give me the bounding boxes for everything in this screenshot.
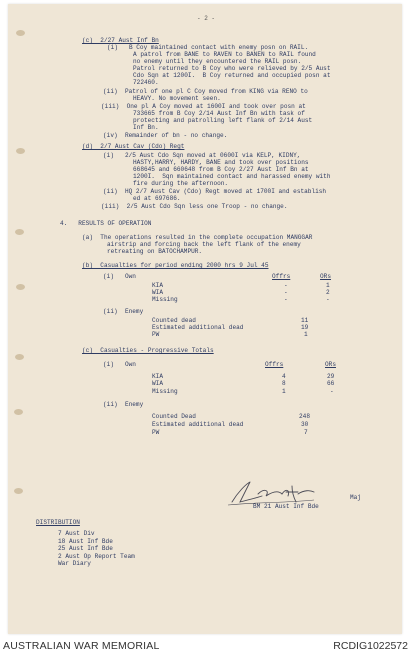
text-line: 25 Aust Inf Bde <box>58 545 113 552</box>
text-line: Estimated additional dead <box>152 421 244 428</box>
text-line: protecting and patrolling left flank of 2/14 Aust <box>133 117 313 124</box>
cell-b-wia-ors: 2 <box>326 289 330 296</box>
cell-c-kia-ors: 29 <box>327 373 335 380</box>
text-line: (iii) 2/5 Aust Cdo Sqn less one Troop - no change. <box>101 203 288 210</box>
text-line: (d) 2/7 Aust Cav (Cdo) Regt <box>82 143 185 150</box>
text-line: Maj <box>350 494 361 501</box>
punch-hole <box>16 284 25 290</box>
text-line: Counted Dead <box>152 413 196 420</box>
archive-reference: RCDIG1022572 <box>333 640 408 652</box>
text-line: fire during the afternoon. <box>133 180 229 187</box>
text-line: 668645 and 660648 from B Coy 2/27 Aust Inf Bn at <box>133 166 309 173</box>
text-line: ed at 697686. <box>133 195 181 202</box>
text-line: no enemy until they encountered the RAIL posn. <box>133 58 302 65</box>
text-line: Inf Bn. <box>133 124 159 131</box>
text-line: airstrip and forcing back the left flank of the enemy <box>107 241 301 248</box>
text-line: 2 Aust Op Report Team <box>58 553 135 560</box>
text-line: (iii) One pl A Coy moved at 1600I and took over posn at <box>101 103 306 110</box>
text-line: (iv) Remainder of bn - no change. <box>103 132 228 139</box>
text-line: 18 Aust Inf Bde <box>58 538 113 545</box>
text-line: (ii) Enemy <box>103 308 144 315</box>
cell-c-estimated-dead: 30 <box>301 421 309 428</box>
text-line: (i) Own <box>103 273 136 280</box>
text-line: BM 21 Aust Inf Bde <box>253 503 319 510</box>
text-line: (a) The operations resulted in the complete occupation MANGGAR <box>82 234 313 241</box>
punch-hole <box>14 488 23 494</box>
text-line: 722460. <box>133 79 159 86</box>
text-line: (c) 2/27 Aust Inf Bn <box>82 37 159 44</box>
handwritten-signature <box>226 478 316 506</box>
cell-b-kia-offrs: - <box>284 282 288 289</box>
archive-footer <box>0 638 411 654</box>
text-line: 4. RESULTS OF OPERATION <box>60 220 152 227</box>
text-line: (ii) Enemy <box>103 401 144 408</box>
cell-b-missing-offrs: - <box>284 296 288 303</box>
text-line: 1200I. Sqn maintained contact and harassed enemy with <box>133 173 331 180</box>
col-header-ors: ORs <box>325 361 336 368</box>
cell-c-pw: 7 <box>304 429 308 436</box>
text-line: A patrol from BANE to RAVEN to BANEN to RAIL found <box>133 51 316 58</box>
cell-c-missing-offrs: 1 <box>282 388 286 395</box>
text-line: PW <box>152 429 160 436</box>
text-line: KIA <box>152 282 163 289</box>
text-line: Estimated additional dead <box>152 324 244 331</box>
archive-name: AUSTRALIAN WAR MEMORIAL <box>3 640 160 652</box>
cell-c-counted-dead: 248 <box>299 413 310 420</box>
text-line: retreating on BATOCHAMPUR. <box>107 248 203 255</box>
cell-c-missing-ors: - <box>330 388 334 395</box>
text-line: Counted dead <box>152 317 196 324</box>
text-line: (b) Casualties for period ending 2000 hrs 9 Jul 45 <box>82 262 269 269</box>
cell-c-wia-offrs: 8 <box>282 380 286 387</box>
punch-hole <box>15 354 24 360</box>
text-line: (i) B Coy maintained contact with enemy posn on RAIL. <box>107 44 309 51</box>
text-line: Missing <box>152 388 178 395</box>
cell-b-pw: 1 <box>304 331 308 338</box>
text-line: (ii) Patrol of one pl C Coy moved from KING via RENO to <box>103 88 308 95</box>
text-line: HASTY,HARRY, HARDY, BANE and took over positions <box>133 159 309 166</box>
cell-c-kia-offrs: 4 <box>282 373 286 380</box>
cell-c-wia-ors: 66 <box>327 380 335 387</box>
punch-hole <box>16 30 25 36</box>
text-line: (i) Own <box>103 361 136 368</box>
text-line: WIA <box>152 380 163 387</box>
text-line: Missing <box>152 296 178 303</box>
text-line: WIA <box>152 289 163 296</box>
text-line: DISTRIBUTION <box>36 519 80 526</box>
punch-hole <box>14 409 23 415</box>
cell-b-estimated-dead: 19 <box>301 324 309 331</box>
text-line: Cdo Sqn at 1200I. B Coy returned and occupied posn at <box>133 72 331 79</box>
col-header-offrs: Offrs <box>272 273 291 280</box>
text-line: (c) Casualties - Progressive Totals <box>82 347 214 354</box>
text-line: 7 Aust Div <box>58 530 95 537</box>
text-line: PW <box>152 331 160 338</box>
cell-b-missing-ors: - <box>326 296 330 303</box>
col-header-ors: ORs <box>320 273 331 280</box>
text-line: Patrol returned to B Coy who were relieved by 2/5 Aust <box>133 65 331 72</box>
text-line: (i) 2/5 Aust Cdo Sqn moved at 0600I via KELP, KIDNY, <box>103 152 301 159</box>
punch-hole <box>15 229 24 235</box>
text-line: War Diary <box>58 560 91 567</box>
page-number: - 2 - <box>197 15 216 22</box>
text-line: KIA <box>152 373 163 380</box>
text-line: HEAVY. No movement seen. <box>133 95 221 102</box>
cell-b-kia-ors: 1 <box>326 282 330 289</box>
punch-hole <box>16 148 25 154</box>
text-line: 733665 from B Coy 2/14 Aust Inf Bn with task of <box>133 110 305 117</box>
col-header-offrs: Offrs <box>265 361 284 368</box>
cell-b-wia-offrs: - <box>284 289 288 296</box>
text-line: (ii) HQ 2/7 Aust Cav (Cdo) Regt moved at 1700I and establish <box>103 188 327 195</box>
cell-b-counted-dead: 11 <box>301 317 309 324</box>
